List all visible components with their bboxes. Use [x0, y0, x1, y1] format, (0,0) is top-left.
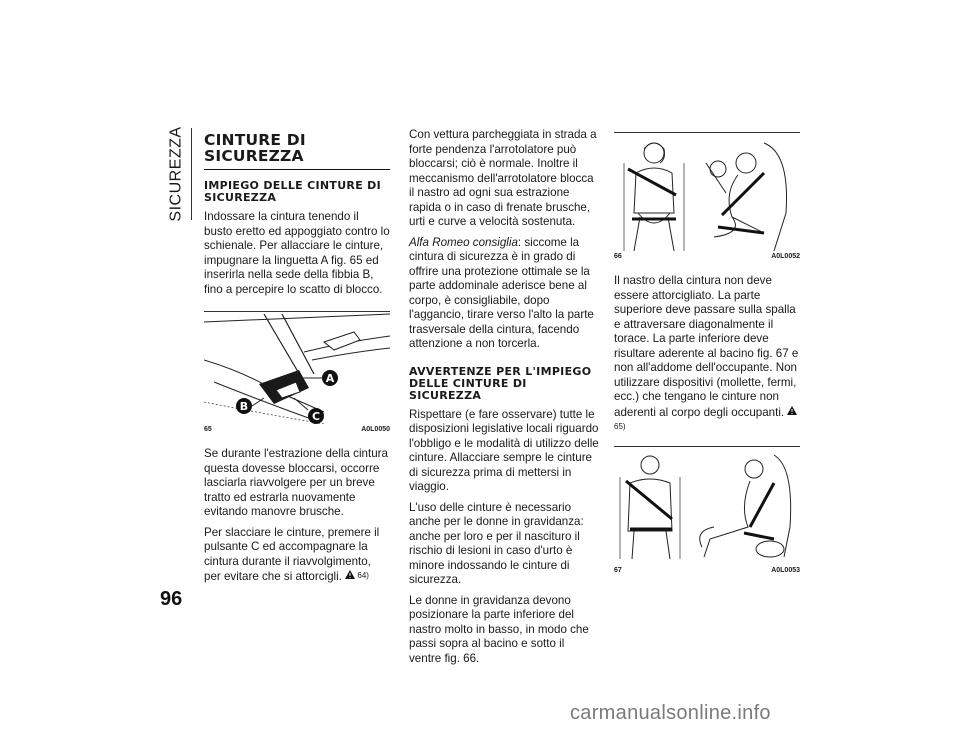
callout-c: [308, 408, 324, 424]
callout-b: [236, 398, 252, 414]
seated-man-seatbelt-illustration: [614, 447, 800, 565]
svg-text:B: B: [239, 400, 249, 413]
figure-code: A0L0053: [771, 566, 800, 574]
paragraph: L'uso delle cinture è necessario anche per le donne in gravidanza: anche per loro e per il nascituro il rischio di lesioni in caso d'urto è minore indossando le cinture di sicurezza.: [409, 500, 584, 586]
watermark-link[interactable]: carmanualsonline.info: [570, 702, 771, 724]
figure-code: A0L0052: [771, 253, 800, 260]
warning-triangle-icon: [787, 406, 797, 415]
subsection-title-warnings: AVVERTENZE PER L'IMPIEGO DELLE CINTURE DI SICUREZZA: [409, 364, 592, 402]
subsection-title-usage: IMPIEGO DELLE CINTURE DI SICUREZZA: [204, 179, 381, 204]
figure-caption: [204, 426, 390, 433]
paragraph: Rispettare (e fare osservare) tutte le disposizioni legislative locali riguardo l'obbligo e le modalità di utilizzo delle cinture. Allacciare sempre le cinture di sicurezza prima di mettersi in viaggio.: [409, 407, 599, 493]
warning-triangle-icon: [345, 570, 355, 579]
page-number: 96: [160, 588, 183, 610]
column-2: [409, 128, 599, 672]
figure-caption: [614, 567, 800, 574]
figure-67: [614, 446, 800, 574]
figure-caption: [614, 253, 800, 260]
section-side-tab-label: SICUREZZA: [168, 126, 186, 222]
callout-a: [322, 370, 338, 386]
column-3: [614, 128, 800, 574]
section-side-tab: [166, 128, 188, 220]
figure-code: A0L0050: [361, 426, 390, 433]
seatbelt-buckle-illustration: [204, 312, 390, 424]
paragraph: Alfa Romeo consiglia: siccome la cintura di sicurezza è in grado di offrire una protezione ottimale se la parte addominale aderisce bene al corpo, è consigliabile, dopo l'aggancio, tirare verso l'alto la parte trasversale della cintura, facendo attenzione a non torcerla.: [409, 235, 594, 350]
warning-reference[interactable]: 65): [614, 407, 797, 432]
svg-text:A: A: [325, 372, 335, 385]
warning-reference[interactable]: 64): [345, 571, 369, 580]
figure-number: 67: [614, 566, 622, 574]
recommendation-label: Alfa Romeo consiglia: [409, 235, 518, 249]
figure-65: [204, 311, 390, 433]
svg-text:C: C: [311, 410, 321, 423]
paragraph: Per slacciare le cinture, premere il pulsante C ed accompagnare la cintura durante il riavvolgimento, per evitare che si attorcigli. 64): [204, 525, 380, 583]
paragraph: Le donne in gravidanza devono posizionare la parte inferiore del nastro molto in basso, in modo che passi sopra al bacino e sotto il ventre fig. 66.: [409, 593, 589, 665]
column-1: [204, 128, 390, 591]
pregnant-woman-seatbelt-illustration: [614, 133, 800, 251]
figure-number: 66: [614, 253, 622, 260]
paragraph: Se durante l'estrazione della cintura questa dovesse bloccarsi, occorre lasciarla riavvolgere per un breve tratto ed estrarla nuovamente evitando manovre brusche.: [204, 447, 388, 518]
paragraph: Il nastro della cintura non deve essere attorcigliato. La parte superiore deve passare sulla spalla e attraversare diagonalmente il torace. La parte inferiore deve risultare aderente al bacino fig. 67 e non all'addome dell'occupante. Non utilizzare dispositivi (mollette, fermi, ecc.) che tengano le cinture non aderenti al corpo degli occupanti. 65): [614, 274, 799, 431]
side-divider: [191, 128, 192, 220]
figure-number: 65: [204, 426, 212, 433]
section-title: CINTURE DI SICUREZZA: [204, 132, 390, 170]
paragraph: Con vettura parcheggiata in strada a forte pendenza l'arrotolatore può bloccarsi; ciò è normale. Inoltre il meccanismo dell'arrotolatore blocca il nastro ad ogni sua estrazione rapida o in caso di frenate brusche, urti e curve a velocità sostenuta.: [409, 128, 597, 228]
paragraph: Indossare la cintura tenendo il busto eretto ed appoggiato contro lo schienale. Per allacciare le cinture, impugnare la linguetta A fig. 65 ed inserirla nella sede della fibbia B, fino a percepire lo scatto di blocco.: [204, 210, 390, 296]
figure-66: [614, 132, 800, 260]
